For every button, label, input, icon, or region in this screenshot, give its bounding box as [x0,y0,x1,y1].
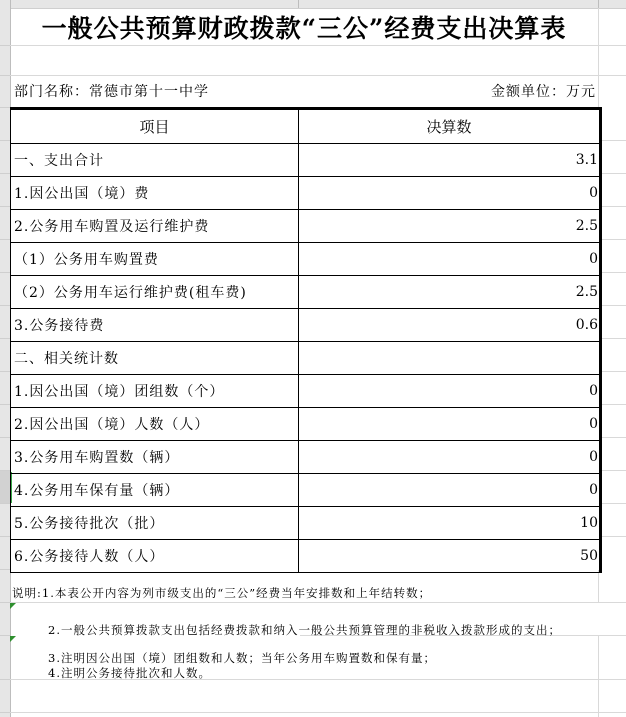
row-divider [0,635,10,636]
gridline [10,602,626,603]
row-item[interactable]: 4.公务用车保有量（辆） [11,474,299,507]
row-divider [0,712,10,713]
gridline [600,470,626,471]
row-item[interactable]: 二、相关统计数 [11,342,299,375]
row-divider [0,470,10,471]
table-row [11,144,601,177]
table-row [11,408,601,441]
note-line-3[interactable]: 3.注明因公出国（境）团组数和人数；当年公务用车购置数和保有量； [48,651,436,665]
row-item[interactable]: 6.公务接待人数（人） [11,540,299,573]
row-item[interactable]: （2）公务用车运行维护费(租车费) [11,276,299,309]
row-divider [0,140,10,141]
row-value[interactable] [299,342,601,375]
row-divider [0,305,10,306]
note-line-2[interactable]: 2.一般公共预算拨款支出包括经费拨款和纳入一般公共预算管理的非税收入拨款形成的支出； [48,623,561,637]
column-divider [10,0,11,8]
row-divider [0,679,10,680]
header-final-amount[interactable]: 决算数 [299,109,601,144]
row-divider [0,206,10,207]
selected-row-header[interactable] [0,471,10,503]
gridline [600,371,626,372]
row-value[interactable]: 0.6 [299,309,601,342]
row-item[interactable]: 2.因公出国（境）人数（人） [11,408,299,441]
row-divider [0,503,10,504]
row-value[interactable]: 3.1 [299,144,601,177]
table-row [11,342,601,375]
note-line-4[interactable]: 4.注明公务接待批次和人数。 [48,666,211,680]
amount-unit[interactable]: 金额单位：万元 [491,84,596,100]
table-row [11,210,601,243]
column-divider[interactable] [598,0,599,8]
header-item[interactable]: 项目 [11,109,299,144]
row-divider [0,173,10,174]
expenditure-table [10,107,602,573]
row-item[interactable]: 2.公务用车购置及运行维护费 [11,210,299,243]
gridline [600,437,626,438]
comment-indicator-icon[interactable] [10,603,16,609]
row-divider [0,45,10,46]
gridline [600,206,626,207]
table-row [11,243,601,276]
table-row [11,507,601,540]
row-item[interactable]: 3.公务用车购置数（辆） [11,441,299,474]
row-divider [0,536,10,537]
table-row [11,441,601,474]
row-value[interactable]: 0 [299,408,601,441]
row-value[interactable]: 2.5 [299,210,601,243]
row-item[interactable]: 一、支出合计 [11,144,299,177]
row-value[interactable]: 0 [299,375,601,408]
table-row [11,375,601,408]
row-value[interactable]: 2.5 [299,276,601,309]
row-divider [0,602,10,603]
row-value[interactable]: 0 [299,441,601,474]
row-item[interactable]: （1）公务用车购置费 [11,243,299,276]
row-divider [0,371,10,372]
row-value[interactable]: 50 [299,540,601,573]
comment-indicator-icon[interactable] [10,636,16,642]
table-header-row [11,109,601,144]
table-row [11,177,601,210]
department-name[interactable]: 部门名称：常德市第十一中学 [14,84,209,100]
row-divider [0,239,10,240]
gridline [598,8,599,107]
gridline [600,503,626,504]
gridline [10,712,626,713]
gridline [598,635,599,717]
table-row [11,309,601,342]
row-divider [0,75,10,76]
report-title[interactable]: 一般公共预算财政拨款“三公”经费支出决算表 [41,13,567,43]
gridline [600,239,626,240]
table-row [11,540,601,573]
gridline [600,140,626,141]
row-item[interactable]: 5.公务接待批次（批） [11,507,299,540]
row-value[interactable]: 10 [299,507,601,540]
row-item[interactable]: 1.因公出国（境）团组数（个） [11,375,299,408]
gridline [600,272,626,273]
row-value[interactable]: 0 [299,243,601,276]
note-line-1[interactable]: 说明:1.本表公开内容为列市级支出的“三公”经费当年安排数和上年结转数； [12,586,432,600]
column-divider[interactable] [298,0,299,8]
gridline [600,173,626,174]
gridline [600,338,626,339]
table-row [11,276,601,309]
row-divider [0,404,10,405]
gridline [598,570,599,602]
row-value[interactable]: 0 [299,474,601,507]
row-value[interactable]: 0 [299,177,601,210]
row-divider [0,272,10,273]
row-divider [0,107,10,108]
row-item[interactable]: 1.因公出国（境）费 [11,177,299,210]
table-row [11,474,601,507]
row-divider [0,437,10,438]
row-item[interactable]: 3.公务接待费 [11,309,299,342]
gridline [600,536,626,537]
gridline [10,45,626,46]
gridline [600,404,626,405]
gridline [600,305,626,306]
row-divider [0,569,10,570]
row-divider [0,338,10,339]
